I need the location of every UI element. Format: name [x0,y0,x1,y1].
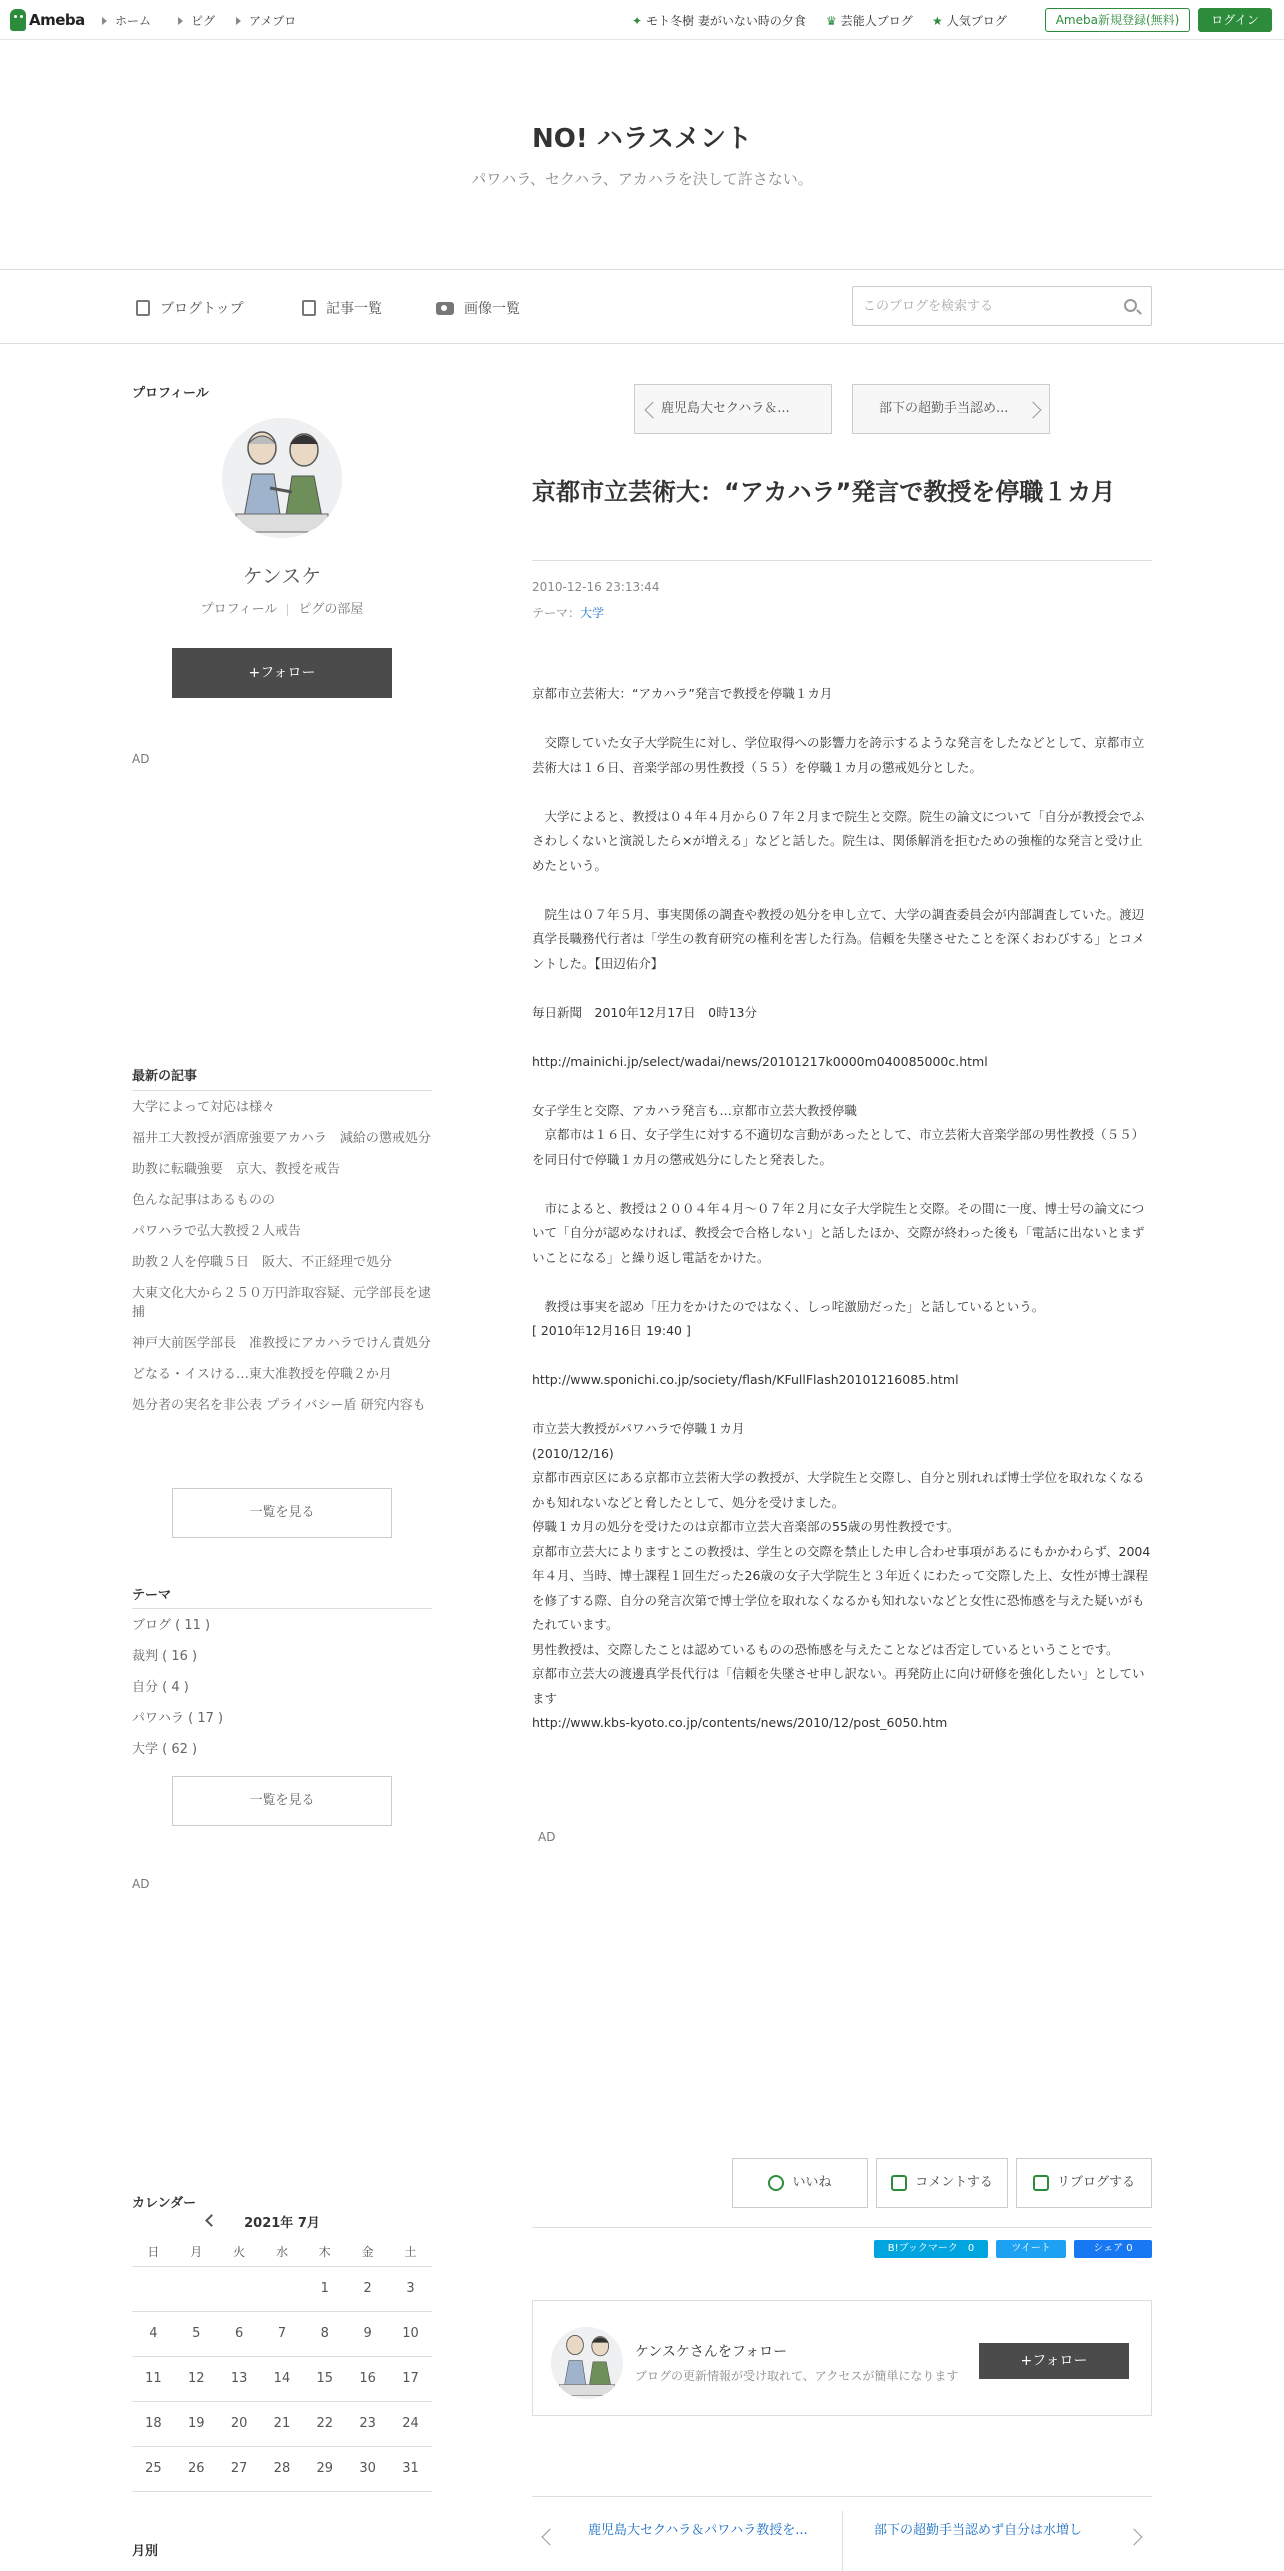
calendar-day[interactable]: 8 [303,2311,346,2356]
blog-description: パワハラ、セクハラ、アカハラを決して許さない。 [471,170,813,188]
paragraph-gap [532,1393,1152,1418]
calendar-day[interactable]: 26 [175,2446,218,2491]
recent-entry-link[interactable]: 色んな記事はあるものの [132,1193,276,1208]
chevron-right-icon [1025,402,1042,419]
popular-blog-label: 人気ブログ [946,14,1007,28]
calendar-week [132,2446,432,2491]
top-bar [0,0,1284,40]
follow-button[interactable]: +フォロー [172,648,392,698]
nav-entry-list-label: 記事一覧 [326,301,382,317]
article-theme-label: テーマ： [532,606,581,620]
article-paragraph: 市立芸大教授がパワハラで停職１カ月 [532,1421,745,1436]
calendar-day[interactable]: 15 [303,2356,346,2401]
trending-link[interactable] [632,12,806,29]
recent-entry-link[interactable]: 処分者の実名を非公表 プライバシー盾 研究内容も [132,1398,426,1413]
theme-link[interactable]: 裁判 ( 16 ) [132,1649,198,1664]
chevron-left-icon[interactable] [205,2214,218,2227]
ameba-logo-icon [10,9,26,31]
nav-ameblo[interactable]: アメブロ [236,12,296,29]
avatar-illustration [551,2327,623,2399]
theme-link[interactable]: 大学 ( 62 ) [132,1742,198,1757]
comment-label: コメントする [915,2175,993,2190]
weekday: 木 [303,2238,346,2266]
calendar-day[interactable]: 7 [261,2311,304,2356]
calendar-day[interactable]: 12 [175,2356,218,2401]
article-paragraph: http://www.kbs-kyoto.co.jp/contents/news/2010/12/post_6050.htm [532,1715,948,1730]
article-paragraph: 大学によると、教授は０４年４月から０７年２月まで院生と交際。院生の論文について「自分が教授会でふさわしくないと演説したら×が増える」などと話した。院生は、関係解消を拒むための強権的な発言と受け止めたという。 [532,808,1145,873]
blog-title[interactable]: NO! ハラスメント [532,124,752,154]
like-label: いいね [792,2175,832,2190]
follow-box [532,2300,1152,2416]
chevron-left-icon [645,402,662,419]
calendar-day[interactable]: 27 [218,2446,261,2491]
theme-link[interactable]: ブログ ( 11 ) [132,1618,211,1633]
next-article-label: 部下の超勤手当認め... [879,401,1009,416]
calendar-grid [132,2238,432,2492]
recent-entries-list [132,1098,432,1427]
weekday: 水 [261,2238,304,2266]
theme-link[interactable]: パワハラ ( 17 ) [132,1711,224,1726]
calendar-day[interactable]: 19 [175,2401,218,2446]
calendar-day[interactable]: 28 [261,2446,304,2491]
avatar-illustration [222,418,342,538]
recent-entry-link[interactable]: 助教２人を停職５日 阪大、不正経理で処分 [132,1255,393,1270]
weekday: 土 [389,2238,432,2266]
calendar-day [132,2266,175,2311]
article-date: 2010-12-16 23:13:44 [532,580,660,594]
calendar-day[interactable]: 21 [261,2401,304,2446]
calendar [132,2212,432,2492]
nav-entry-list[interactable] [302,298,382,318]
article-paragraph: [ 2010年12月16日 19:40 ] [532,1323,691,1338]
follow-box-description: ブログの更新情報が受け取れて、アクセスが簡単になります [635,2369,959,2383]
recent-entry-link[interactable]: パワハラで弘大教授２人戒告 [132,1224,302,1239]
calendar-day[interactable]: 25 [132,2446,175,2491]
article-paragraph: (2010/12/16) [532,1445,614,1461]
trending-link-label: モト冬樹 妻がいない時の夕食 [646,14,806,28]
recent-entry[interactable] [132,1334,432,1353]
theme-link[interactable]: 自分 ( 4 ) [132,1680,189,1695]
prev-article-button[interactable] [634,384,832,434]
next-article-link[interactable]: 部下の超勤手当認めず自分は水増し [874,2523,1083,2538]
paragraph-gap [532,878,1152,903]
nav-image-list-label: 画像一覧 [464,301,520,317]
comment-button[interactable] [876,2158,1008,2208]
calendar-week [132,2356,432,2401]
divider [287,604,288,616]
article-paragraph: 京都市立芸大によりますとこの教授は、学生との交際を禁止した申し合わせ事項があるにもかかわらず、2004年４月、当時、博士課程１回生だった26歳の女子大学院生と３年近くにわたって交際した上、女性が博士課程を修了する際、自分の発言次第で博士学位を取れなくなるかも知れないなどと女性に恐怖感を与えた疑いがもたれています。 [532,1543,1151,1632]
calendar-header [132,2212,432,2232]
tweet-button[interactable]: ツイート [996,2240,1066,2258]
recent-entry[interactable] [132,1396,432,1415]
recent-entry-link[interactable]: 助教に転職強要 京大、教授を戒告 [132,1162,341,1177]
ameba-logo[interactable] [10,9,85,31]
recent-entry-link[interactable]: 大東文化大から２５０万円詐取容疑、元学部長を逮捕 [132,1286,432,1320]
weekday: 日 [132,2238,175,2266]
crown-icon: ♛ [826,14,837,28]
recent-entry-link[interactable]: どなる・イスける…東大准教授を停職２か月 [132,1367,392,1382]
article-paragraph: 停職１カ月の処分を受けたのは京都市立芸大音楽部の55歳の男性教授です。 [532,1519,960,1534]
calendar-day[interactable]: 5 [175,2311,218,2356]
article-paragraph: 交際していた女子大学院生に対し、学位取得への影響力を誇示するような発言をしたなどとして、京都市立芸術大は１６日、音楽学部の男性教授（５５）を停職１カ月の懲戒処分とした。 [532,735,1145,775]
nav-blog-top-label: ブログトップ [160,301,244,317]
article-theme [532,604,604,621]
calendar-day[interactable]: 29 [303,2446,346,2491]
recent-entry-link[interactable]: 神戸大前医学部長 准教授にアカハラでけん責処分 [132,1336,431,1351]
follow-button[interactable]: +フォロー [979,2343,1129,2379]
chevron-right-icon [1126,2529,1143,2546]
article-actions [532,2158,1152,2228]
ad-label: AD [132,1877,150,1891]
calendar-day[interactable]: 1 [303,2266,346,2311]
calendar-day[interactable]: 9 [346,2311,389,2356]
calendar-day[interactable]: 11 [132,2356,175,2401]
search-icon[interactable] [1124,299,1137,312]
ad-label: AD [132,752,150,766]
search-input[interactable] [853,287,1113,325]
calendar-day[interactable]: 24 [389,2401,432,2446]
popular-blog-link[interactable] [932,12,1007,29]
article-paragraph: 市によると、教授は２００４年４月～０７年２月に女子大学院生と交際。その間に一度、博士号の論文について「自分が認めなければ、教授会で合格しない」と話したほか、交際が終わった後も「電話に出ないとまずいことになる」と繰り返し電話をかけた。 [532,1200,1145,1265]
profile-heading: プロフィール [132,386,209,401]
recent-entry[interactable] [132,1191,432,1210]
comment-icon [891,2175,907,2191]
weekday: 火 [218,2238,261,2266]
divider [842,2511,843,2571]
prev-article-link[interactable]: 鹿児島大セクハラ＆パワハラ教授を... [588,2523,808,2538]
paragraph-gap [532,1025,1152,1050]
document-icon [136,300,150,316]
chevron-left-icon [542,2529,559,2546]
reblog-icon [1033,2175,1049,2191]
calendar-day[interactable]: 22 [303,2401,346,2446]
calendar-month: 2021年 7月 [244,2216,320,2231]
hatena-bookmark-button[interactable]: B!ブックマーク 0 [874,2240,988,2258]
paragraph-gap [532,1172,1152,1197]
nav-pigg[interactable]: ピグ [178,12,215,29]
recent-entry-link[interactable]: 福井工大教授が酒席強要アカハラ 減給の懲戒処分 [132,1131,431,1146]
calendar-day[interactable]: 4 [132,2311,175,2356]
article-paragraph: 毎日新聞 2010年12月17日 0時13分 [532,1004,757,1020]
calendar-day [218,2266,261,2311]
recent-entry[interactable] [132,1284,432,1322]
calendar-week [132,2401,432,2446]
calendar-day[interactable]: 23 [346,2401,389,2446]
reblog-label: リブログする [1056,2175,1135,2190]
recent-entry[interactable] [132,1253,432,1272]
calendar-heading: カレンダー [132,2196,197,2211]
reblog-button[interactable] [1016,2158,1152,2208]
article-pager-bottom [532,2496,1152,2568]
calendar-day [261,2266,304,2311]
paragraph-gap [532,1074,1152,1099]
leaf-icon: ✦ [632,14,643,28]
article-theme-link[interactable]: 大学 [580,606,605,620]
monthly-heading: 月別 [132,2544,159,2559]
calendar-body [132,2266,432,2491]
smile-icon [768,2175,784,2191]
article-paragraph: 京都市立芸大の渡邊真学長代行は「信頼を失墜させ申し訳ない。再発防止に向け研修を強化したい」としています [532,1666,1145,1706]
nav-home[interactable]: ホーム [102,12,151,29]
article-paragraph: http://mainichi.jp/select/wadai/news/20101217k0000m040085000c.html [532,1053,988,1069]
calendar-day[interactable]: 3 [389,2266,432,2311]
article-title[interactable]: 京都市立芸術大：“アカハラ”発言で教授を停職１カ月 [532,478,1116,506]
camera-icon [436,302,454,315]
blog-search [852,286,1152,326]
pages-icon [302,300,316,316]
calendar-day[interactable]: 17 [389,2356,432,2401]
nav-blog-top[interactable] [136,298,244,318]
theme-item[interactable] [132,1647,432,1666]
theme-see-all-button[interactable]: 一覧を見る [172,1776,392,1826]
theme-item[interactable] [132,1678,432,1697]
celebrity-blog-label: 芸能人ブログ [840,14,913,28]
theme-item[interactable] [132,1740,432,1759]
article-paragraph: 京都市は１６日、女子学生に対する不適切な言動があったとして、市立芸術大音楽学部の男性教授（５５）を同日付で停職１カ月の懲戒処分にしたと発表した。 [532,1127,1145,1167]
calendar-week [132,2266,432,2311]
divider [132,1608,432,1609]
celebrity-blog-link[interactable] [826,12,913,29]
article-paragraph: 京都市西京区にある京都市立芸術大学の教授が、大学院生と交際し、自分と別れれば博士学位を取れなくなるかも知れないなどと脅したとして、処分を受けました。 [532,1470,1145,1510]
paragraph-gap [532,976,1152,1001]
login-button[interactable]: ログイン [1198,8,1272,32]
follow-box-title: ケンスケさんをフォロー [635,2344,788,2360]
calendar-day[interactable]: 16 [346,2356,389,2401]
theme-heading: テーマ [132,1588,172,1603]
calendar-day[interactable]: 14 [261,2356,304,2401]
recent-entry[interactable] [132,1129,432,1148]
calendar-day[interactable]: 2 [346,2266,389,2311]
calendar-day[interactable]: 6 [218,2311,261,2356]
recent-entry[interactable] [132,1098,432,1117]
article-paragraph: 教授は事実を認め「圧力をかけたのではなく、しっ咤激励だった」と話しているという。 [532,1298,1045,1314]
article-paragraph: 女子学生と交際、アカハラ発言も…京都市立芸大教授停職 [532,1102,857,1118]
like-button[interactable] [732,2158,868,2208]
facebook-share-button[interactable]: シェア 0 [1074,2240,1152,2258]
paragraph-gap [532,707,1152,732]
profile-name[interactable]: ケンスケ [242,564,322,588]
recent-entry-link[interactable]: 大学によって対応は様々 [132,1100,276,1115]
article-paragraph: 京都市立芸術大：“アカハラ”発言で教授を停職１カ月 [532,686,833,701]
theme-item[interactable] [132,1616,432,1635]
next-article-button[interactable] [852,384,1050,434]
divider [532,560,1152,561]
profile-links [132,598,432,617]
article-paragraph: http://www.sponichi.co.jp/society/flash/KFullFlash20101216085.html [532,1372,959,1387]
calendar-day [175,2266,218,2311]
calendar-day[interactable]: 30 [346,2446,389,2491]
register-button[interactable]: Ameba新規登録(無料) [1045,8,1190,32]
blog-header [0,40,1284,270]
ameba-logo-text: Ameba [29,11,85,29]
profile-link[interactable]: プロフィール [200,602,278,617]
blog-nav [0,270,1284,344]
weekday: 月 [175,2238,218,2266]
recent-entry[interactable] [132,1160,432,1179]
recent-entry[interactable] [132,1222,432,1241]
paragraph-gap [532,780,1152,805]
pigg-room-link[interactable]: ピグの部屋 [298,602,364,617]
star-icon: ★ [932,14,943,28]
article-body [532,682,1152,1736]
calendar-day[interactable]: 31 [389,2446,432,2491]
calendar-day[interactable]: 10 [389,2311,432,2356]
divider [132,1090,432,1091]
theme-list [132,1616,432,1771]
recent-see-all-button[interactable]: 一覧を見る [172,1488,392,1538]
paragraph-gap [532,1270,1152,1295]
calendar-day[interactable]: 20 [218,2401,261,2446]
calendar-day[interactable]: 13 [218,2356,261,2401]
recent-entries-heading: 最新の記事 [132,1069,198,1084]
paragraph-gap [532,1344,1152,1369]
theme-item[interactable] [132,1709,432,1728]
avatar[interactable] [222,418,342,538]
calendar-week [132,2311,432,2356]
recent-entry[interactable] [132,1365,432,1384]
prev-article-label: 鹿児島大セクハラ＆... [661,401,790,416]
avatar[interactable] [551,2327,623,2399]
calendar-day[interactable]: 18 [132,2401,175,2446]
ad-label: AD [538,1830,556,1844]
article-paragraph: 男性教授は、交際したことは認めているものの恐怖感を与えたことなどは否定しているということです。 [532,1641,1119,1657]
article-paragraph: 院生は０７年５月、事実関係の調査や教授の処分を申し立て、大学の調査委員会が内部調査していた。渡辺真学長職務代行者は「学生の教育研究の権利を害した行為。信頼を失墜させたことを深くおわびする」とコメントした。【田辺佑介】 [532,906,1145,971]
weekday: 金 [346,2238,389,2266]
nav-image-list[interactable] [436,298,520,318]
